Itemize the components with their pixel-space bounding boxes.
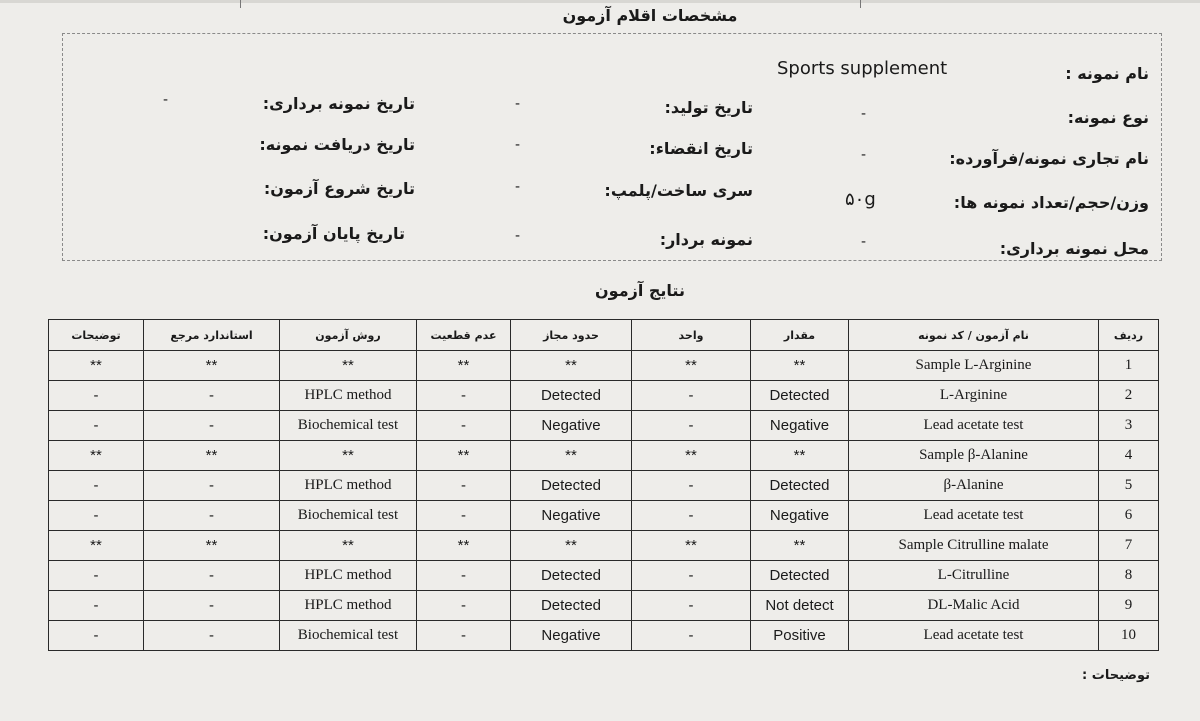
top-divider-mark	[860, 0, 861, 8]
batch-label: سری ساخت/پلمپ:	[604, 181, 753, 200]
table-row	[49, 441, 1159, 471]
cell-unit: **	[632, 441, 751, 471]
cell-remarks: -	[49, 501, 144, 531]
cell-limits: **	[511, 351, 632, 381]
cell-amount: Detected	[751, 381, 849, 411]
cell-standard: -	[144, 411, 280, 441]
cell-unit: **	[632, 351, 751, 381]
table-row	[49, 471, 1159, 501]
cell-test-name: L-Citrulline	[849, 561, 1099, 591]
cell-remarks: -	[49, 381, 144, 411]
cell-method: HPLC method	[280, 561, 417, 591]
cell-row-number: 5	[1099, 471, 1159, 501]
cell-row-number: 1	[1099, 351, 1159, 381]
header-method: روش آزمون	[280, 320, 417, 351]
cell-uncertainty: -	[417, 591, 511, 621]
table-row	[49, 351, 1159, 381]
batch-value: -	[515, 179, 521, 195]
cell-remarks: -	[49, 591, 144, 621]
cell-amount: **	[751, 531, 849, 561]
trade-name-value: -	[861, 147, 867, 163]
cell-amount: Negative	[751, 411, 849, 441]
cell-limits: Detected	[511, 561, 632, 591]
cell-method: Biochemical test	[280, 621, 417, 651]
page-top-edge	[0, 0, 1200, 3]
cell-test-name: L-Arginine	[849, 381, 1099, 411]
cell-remarks: -	[49, 621, 144, 651]
header-limits: حدود مجاز	[511, 320, 632, 351]
sampling-date-value: -	[163, 92, 169, 108]
cell-test-name: Sample Citrulline malate	[849, 531, 1099, 561]
header-uncertainty: عدم قطعیت	[417, 320, 511, 351]
cell-remarks: -	[49, 471, 144, 501]
header-remarks: توضیحات	[49, 320, 144, 351]
cell-row-number: 7	[1099, 531, 1159, 561]
cell-row-number: 8	[1099, 561, 1159, 591]
cell-uncertainty: **	[417, 531, 511, 561]
sample-type-value: -	[861, 106, 867, 122]
cell-test-name: Lead acetate test	[849, 411, 1099, 441]
cell-standard: -	[144, 471, 280, 501]
cell-standard: -	[144, 381, 280, 411]
cell-standard: -	[144, 501, 280, 531]
cell-amount: **	[751, 351, 849, 381]
cell-unit: -	[632, 411, 751, 441]
results-header-row	[49, 320, 1159, 351]
cell-standard: -	[144, 591, 280, 621]
expiry-date-label: تاریخ انقضاء:	[649, 139, 753, 158]
cell-limits: **	[511, 531, 632, 561]
table-row	[49, 621, 1159, 651]
sample-spec-box	[62, 33, 1162, 261]
sampling-location-label: محل نمونه برداری:	[999, 239, 1149, 258]
cell-unit: -	[632, 381, 751, 411]
weight-label: وزن/حجم/تعداد نمونه ها:	[953, 193, 1149, 212]
table-row	[49, 411, 1159, 441]
cell-row-number: 2	[1099, 381, 1159, 411]
cell-remarks: -	[49, 411, 144, 441]
test-start-date-label: تاریخ شروع آزمون:	[263, 179, 415, 198]
cell-remarks: -	[49, 561, 144, 591]
cell-row-number: 9	[1099, 591, 1159, 621]
cell-uncertainty: -	[417, 411, 511, 441]
sample-name-value: Sports supplement	[777, 58, 948, 79]
cell-standard: **	[144, 531, 280, 561]
cell-limits: Detected	[511, 471, 632, 501]
cell-test-name: Sample L-Arginine	[849, 351, 1099, 381]
sampling-location-value: -	[861, 234, 867, 250]
cell-limits: Detected	[511, 381, 632, 411]
cell-uncertainty: -	[417, 471, 511, 501]
cell-row-number: 10	[1099, 621, 1159, 651]
cell-method: Biochemical test	[280, 501, 417, 531]
cell-test-name: DL-Malic Acid	[849, 591, 1099, 621]
cell-uncertainty: -	[417, 561, 511, 591]
expiry-date-value: -	[515, 137, 521, 153]
cell-limits: Negative	[511, 621, 632, 651]
cell-method: Biochemical test	[280, 411, 417, 441]
cell-uncertainty: **	[417, 441, 511, 471]
cell-limits: **	[511, 441, 632, 471]
cell-remarks: **	[49, 441, 144, 471]
header-amount: مقدار	[751, 320, 849, 351]
cell-limits: Negative	[511, 411, 632, 441]
cell-uncertainty: -	[417, 621, 511, 651]
cell-uncertainty: **	[417, 351, 511, 381]
cell-remarks: **	[49, 531, 144, 561]
cell-unit: -	[632, 561, 751, 591]
cell-test-name: β-Alanine	[849, 471, 1099, 501]
cell-amount: Detected	[751, 561, 849, 591]
header-row-number: ردیف	[1099, 320, 1159, 351]
notes-label: توضیحات :	[1082, 668, 1150, 683]
table-row	[49, 531, 1159, 561]
results-table	[48, 319, 1159, 651]
table-row	[49, 381, 1159, 411]
sampler-value: -	[515, 228, 521, 244]
table-row	[49, 501, 1159, 531]
top-divider-mark	[240, 0, 241, 8]
sample-type-label: نوع نمونه:	[1067, 108, 1149, 127]
cell-method: HPLC method	[280, 471, 417, 501]
results-section-title: نتایج آزمون	[595, 281, 685, 300]
sampling-date-label: تاریخ نمونه برداری:	[262, 94, 415, 113]
cell-method: **	[280, 441, 417, 471]
cell-unit: -	[632, 501, 751, 531]
sample-name-label: نام نمونه :	[1065, 64, 1149, 83]
cell-test-name: Lead acetate test	[849, 501, 1099, 531]
cell-amount: Detected	[751, 471, 849, 501]
cell-limits: Detected	[511, 591, 632, 621]
cell-unit: -	[632, 621, 751, 651]
cell-uncertainty: -	[417, 381, 511, 411]
cell-unit: -	[632, 591, 751, 621]
cell-amount: **	[751, 441, 849, 471]
cell-standard: **	[144, 441, 280, 471]
table-row	[49, 591, 1159, 621]
production-date-value: -	[515, 96, 521, 112]
sampler-label: نمونه بردار:	[659, 230, 753, 249]
cell-method: HPLC method	[280, 381, 417, 411]
cell-standard: -	[144, 621, 280, 651]
spec-section-title: مشخصات اقلام آزمون	[562, 6, 738, 25]
cell-uncertainty: -	[417, 501, 511, 531]
cell-amount: Positive	[751, 621, 849, 651]
cell-method: **	[280, 351, 417, 381]
cell-row-number: 4	[1099, 441, 1159, 471]
cell-unit: **	[632, 531, 751, 561]
cell-method: HPLC method	[280, 591, 417, 621]
cell-row-number: 3	[1099, 411, 1159, 441]
production-date-label: تاریخ تولید:	[664, 98, 753, 117]
cell-amount: Negative	[751, 501, 849, 531]
header-test-name: نام آزمون / کد نمونه	[849, 320, 1099, 351]
cell-method: **	[280, 531, 417, 561]
weight-value: ۵۰g	[845, 189, 876, 210]
receipt-date-label: تاریخ دریافت نمونه:	[259, 135, 415, 154]
cell-standard: -	[144, 561, 280, 591]
cell-row-number: 6	[1099, 501, 1159, 531]
cell-limits: Negative	[511, 501, 632, 531]
cell-standard: **	[144, 351, 280, 381]
header-standard: استاندارد مرجع	[144, 320, 280, 351]
cell-unit: -	[632, 471, 751, 501]
test-end-date-label: تاریخ پایان آزمون:	[262, 224, 405, 243]
cell-test-name: Sample β-Alanine	[849, 441, 1099, 471]
table-row	[49, 561, 1159, 591]
cell-test-name: Lead acetate test	[849, 621, 1099, 651]
trade-name-label: نام تجاری نمونه/فرآورده:	[949, 149, 1149, 168]
cell-remarks: **	[49, 351, 144, 381]
header-unit: واحد	[632, 320, 751, 351]
cell-amount: Not detect	[751, 591, 849, 621]
